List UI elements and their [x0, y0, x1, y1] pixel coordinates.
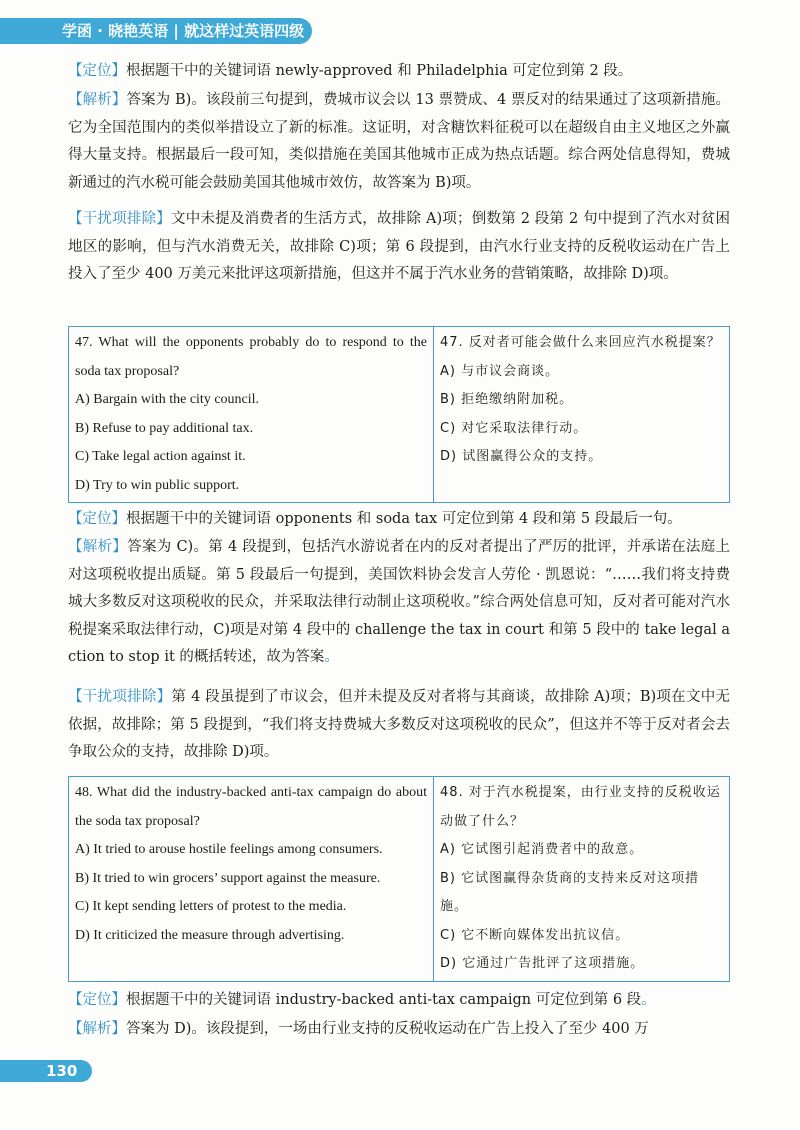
q48-locate-paragraph: [68, 987, 730, 1015]
q47-en-option-a: A) Bargain with the city council.: [75, 392, 260, 407]
q47-zh-question: 47. 反对者可能会做什么来回应汽水税提案？: [440, 335, 721, 350]
q47-analysis-end-mark: 。: [324, 649, 339, 665]
q47-en-question: 47. What will the opponents probably do to respond to the soda tax proposal?: [75, 335, 427, 379]
running-header-title: 学函 · 晓艳英语 | 就这样过英语四级: [62, 22, 305, 40]
q48-zh-option-c: C) 它不断向媒体发出抗议信。: [440, 927, 630, 943]
q46-distractor-paragraph: [68, 206, 730, 289]
q47-english-cell: [69, 327, 434, 503]
q46-locate-paragraph: [68, 58, 730, 86]
distractor-tag: 【干扰项排除】: [68, 689, 172, 705]
q48-locate-end-mark: 。: [641, 992, 656, 1008]
q46-locate-text: 根据题干中的关键词语 newly-approved 和 Philadelphia 可定位到第 2 段。: [126, 63, 633, 79]
q47-zh-option-c: C) 对它采取法律行动。: [440, 420, 588, 436]
q48-analysis-text: 答案为 D)。该段提到，一场由行业支持的反税收运动在广告上投入了至少 400 万: [126, 1021, 649, 1037]
q47-en-option-c: C) Take legal action against it.: [75, 449, 246, 464]
q48-en-question: 48. What did the industry-backed anti-tax campaign do about the soda tax proposal?: [75, 785, 427, 829]
q47-locate-text: 根据题干中的关键词语 opponents 和 soda tax 可定位到第 4 段和第 5 段最后一句。: [126, 511, 682, 527]
q48-chinese-cell: [434, 777, 730, 982]
q48-zh-option-d: D) 它通过广告批评了这项措施。: [440, 956, 645, 971]
q47-distractor-paragraph: [68, 684, 730, 767]
q47-analysis-paragraph: [68, 534, 730, 672]
distractor-tag: 【干扰项排除】: [68, 211, 172, 227]
q48-locate-text: 根据题干中的关键词语 industry-backed anti-tax campaign 可定位到第 6 段: [126, 992, 642, 1008]
q48-zh-question: 48. 对于汽水税提案，由行业支持的反税收运动做了什么？: [440, 785, 721, 829]
q47-question-table: [68, 326, 730, 503]
analysis-tag: 【解析】: [68, 92, 127, 108]
locate-tag: 【定位】: [68, 511, 126, 527]
q47-distractor-text: 第 4 段虽提到了市议会，但并未提及反对者将与其商谈，故排除 A)项；B)项在文中无依据，故排除；第 5 段提到，“我们将支持费城大多数反对这项税收的民众”，但这并不等于反对者会去争取公众的支持，故排除 D)项。: [68, 689, 731, 760]
q48-en-option-a: A) It tried to arouse hostile feelings among consumers.: [75, 842, 383, 857]
q47-zh-option-d: D) 试图赢得公众的支持。: [440, 449, 603, 464]
q46-analysis-text: 答案为 B)。该段前三句提到，费城市议会以 13 票赞成、4 票反对的结果通过了这项新措施。它为全国范围内的类似举措设立了新的标准。这证明，对含糖饮料征税可以在超级自由主义地区之外赢得大量支持。根据最后一段可知，类似措施在美国其他城市正成为热点话题。综合两处信息得知，费城新通过的汽水税可能会鼓励美国其他城市效仿，故答案为 B)项。: [68, 92, 731, 191]
q48-en-option-c: C) It kept sending letters of protest to the media.: [75, 899, 347, 914]
q46-distractor-text: 文中未提及消费者的生活方式，故排除 A)项；倒数第 2 段第 2 句中提到了汽水对贫困地区的影响，但与汽水消费无关，故排除 C)项；第 6 段提到，由汽水行业支持的反税收运动在广告上投入了至少 400 万美元来批评这项新措施，但这并不属于汽水业务的营销策略，故排除 D)项。: [68, 211, 731, 282]
page-number: 130: [46, 1062, 78, 1080]
q48-english-cell: [69, 777, 434, 982]
q47-en-option-b: B) Refuse to pay additional tax.: [75, 420, 254, 436]
q48-zh-option-a: A) 它试图引起消费者中的敌意。: [440, 842, 644, 857]
q48-analysis-paragraph: [68, 1016, 730, 1044]
q47-locate-paragraph: [68, 506, 730, 534]
q47-zh-option-b: B) 拒绝缴纳附加税。: [440, 392, 574, 407]
q48-en-option-b: B) It tried to win grocers’ support against the measure.: [75, 870, 381, 886]
q47-analysis-text: 答案为 C)。第 4 段提到，包括汽水游说者在内的反对者提出了严厉的批评，并承诺在法庭上对这项税收提出质疑。第 5 段最后一句提到，美国饮料协会发言人劳伦 · 凯恩说：“……我们将支持费城大多数反对这项税收的民众，并采取法律行动制止这项税收。”综合两处信息可知，反对者可能对汽水税提案采取法律行动，C)项是对第 4 段中的 challenge the tax in court 和第 5 段中的 take legal action to stop it 的概括转述，故为答案: [68, 539, 730, 665]
q47-en-option-d: D) Try to win public support.: [75, 477, 240, 493]
analysis-tag: 【解析】: [68, 1021, 126, 1037]
q46-analysis-paragraph: [68, 87, 730, 197]
analysis-tag: 【解析】: [68, 539, 128, 555]
locate-tag: 【定位】: [68, 992, 126, 1008]
q48-question-table: [68, 776, 730, 982]
q48-zh-option-b: B) 它试图赢得杂货商的支持来反对这项措施。: [440, 870, 700, 914]
q47-zh-option-a: A) 与市议会商谈。: [440, 363, 560, 379]
q48-en-option-d: D) It criticized the measure through advertising.: [75, 927, 345, 943]
locate-tag: 【定位】: [68, 63, 126, 79]
q47-chinese-cell: [434, 327, 730, 503]
